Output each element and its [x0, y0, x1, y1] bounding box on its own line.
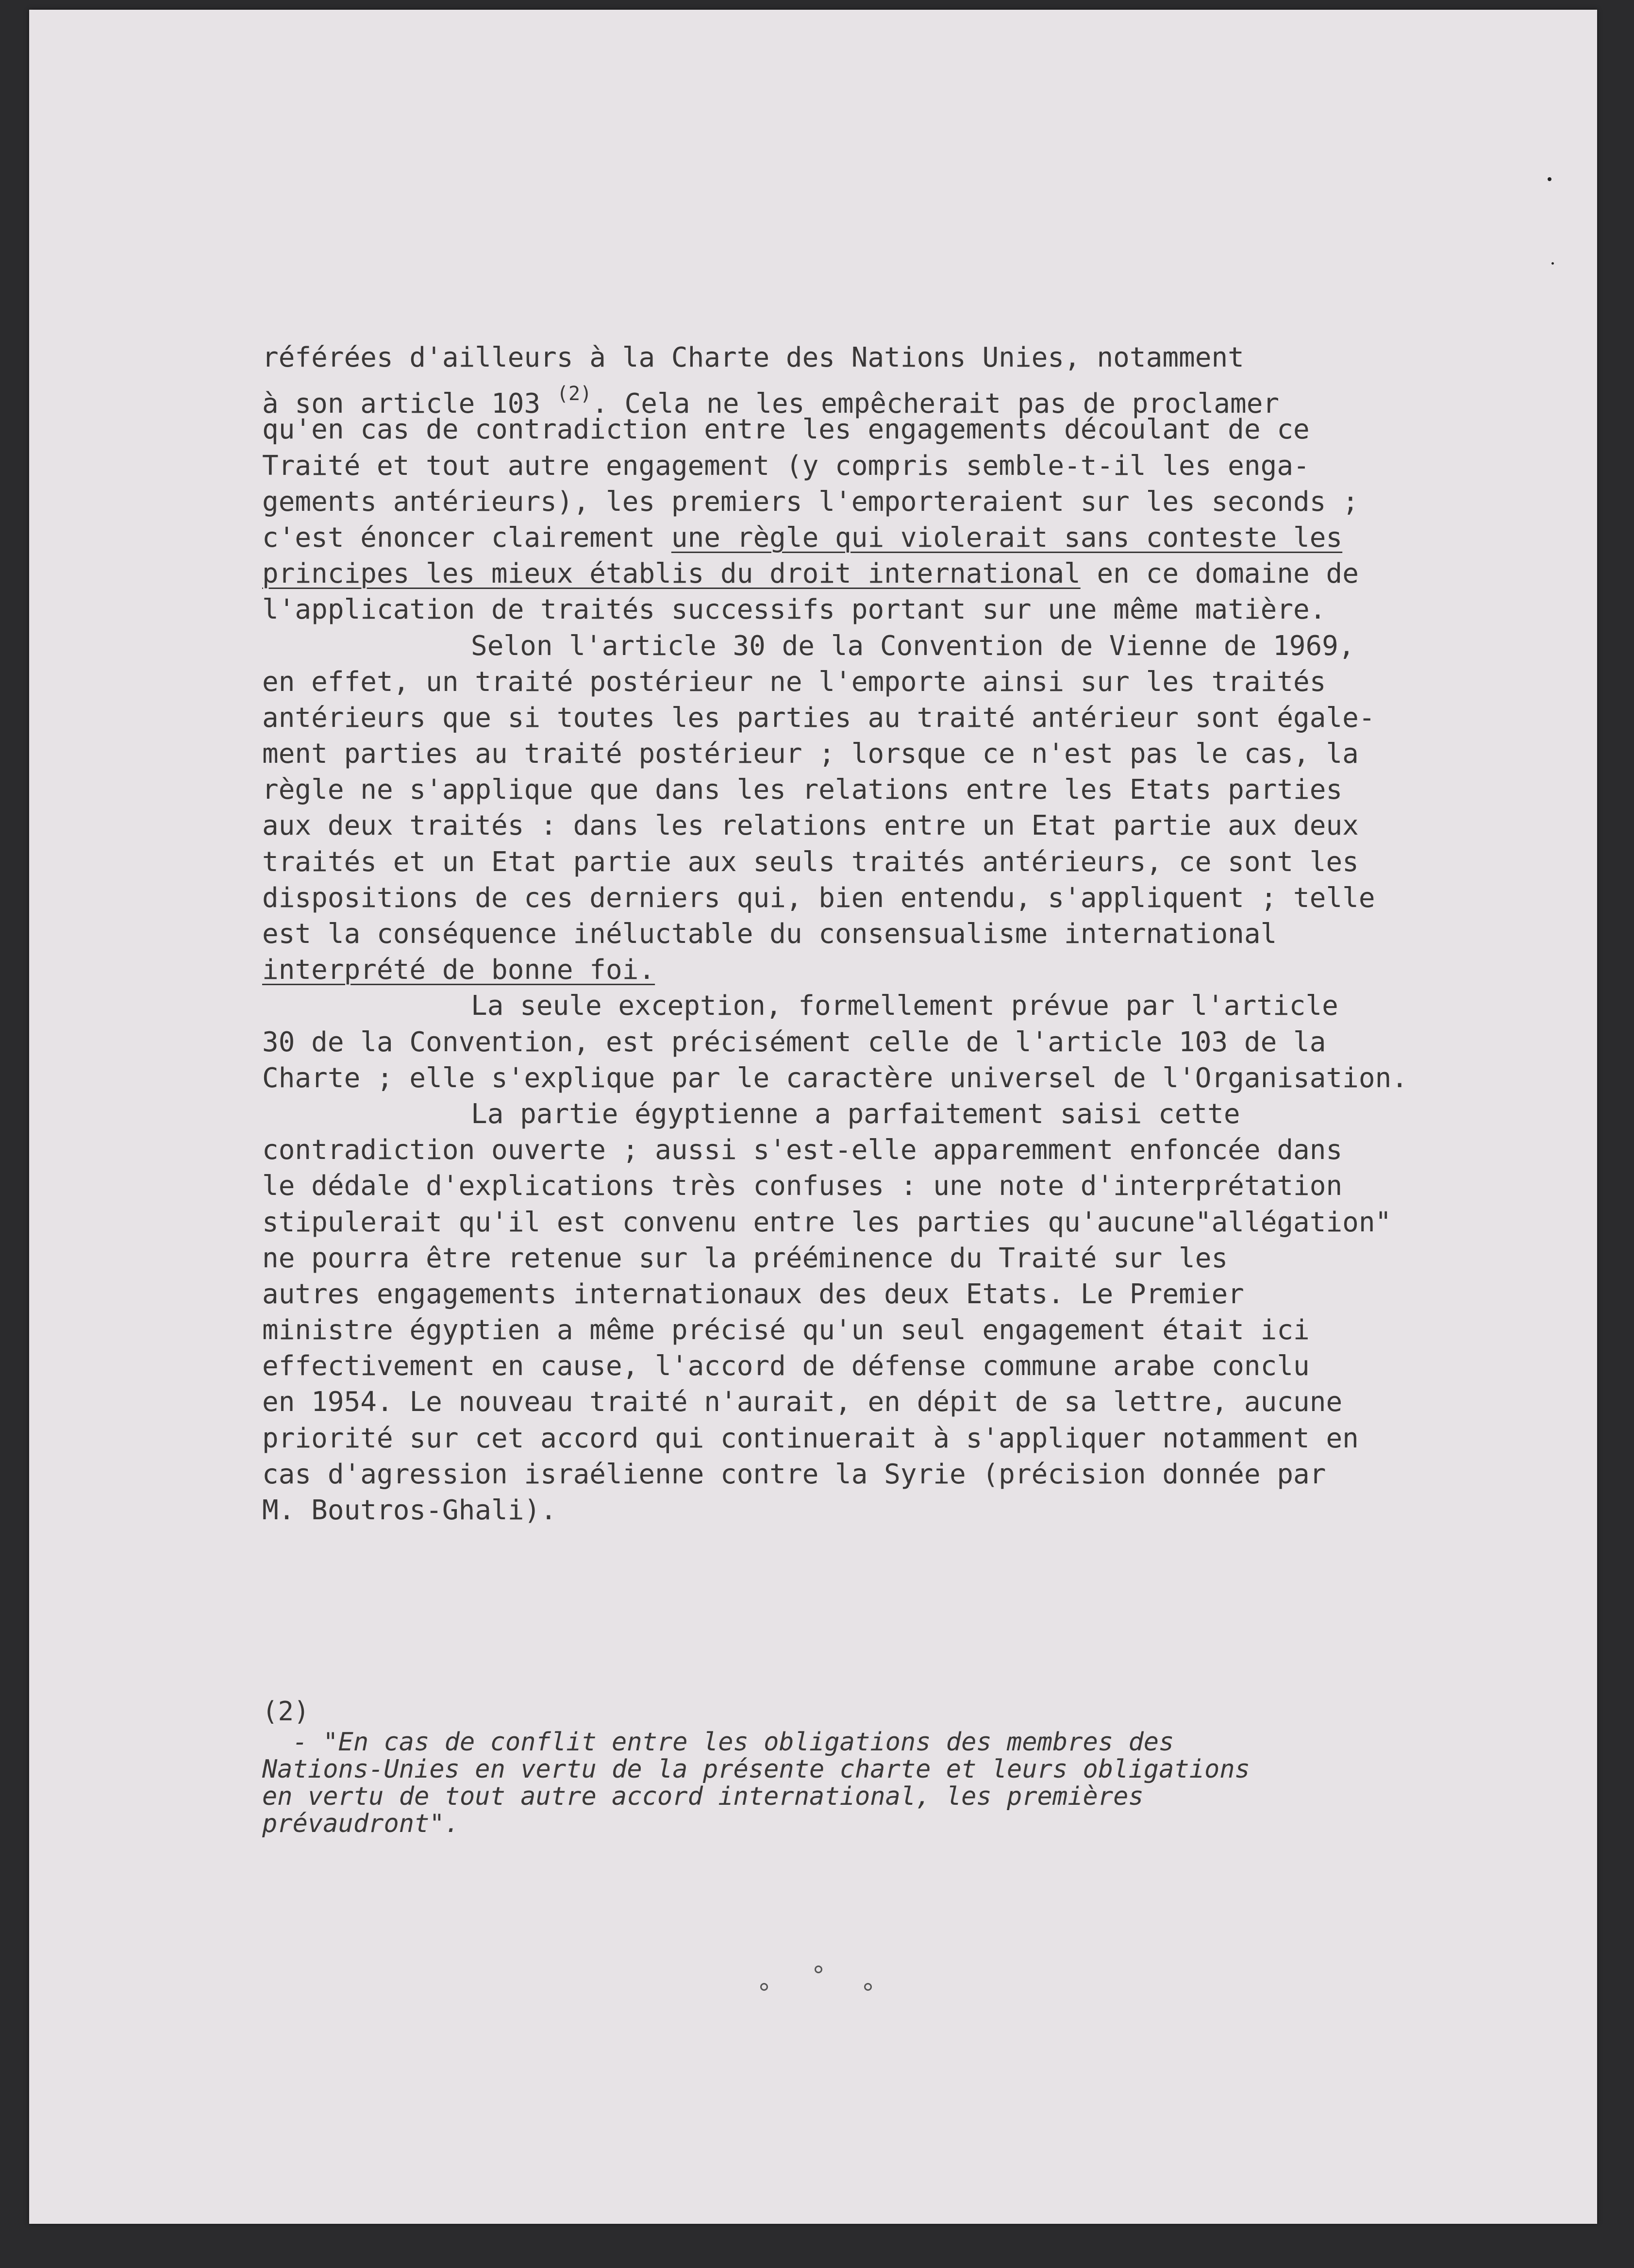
text-line: règle ne s'applique que dans les relations entre les Etats parties: [262, 774, 1343, 806]
text-line: La partie égyptienne a parfaitement saisi cette: [471, 1098, 1240, 1130]
text-line: antérieurs que si toutes les parties au traité antérieur sont égale-: [262, 702, 1375, 734]
footnote-line: Nations-Unies en vertu de la présente charte et leurs obligations: [262, 1755, 1250, 1784]
footnote-line: - "En cas de conflit entre les obligations des membres des: [262, 1728, 1174, 1757]
text-line: l'application de traités successifs portant sur une même matière.: [262, 594, 1326, 626]
text-line: gements antérieurs), les premiers l'emporteraient sur les seconds ;: [262, 486, 1359, 518]
underlined-phrase: interprété de bonne foi.: [262, 954, 655, 986]
end-mark-icon: [864, 1983, 872, 1991]
text-line: contradiction ouverte ; aussi s'est-elle apparemment enfoncée dans: [262, 1134, 1343, 1166]
ink-speck: [1551, 262, 1554, 265]
text-line: priorité sur cet accord qui continuerait à s'appliquer notamment en: [262, 1422, 1359, 1454]
text-line: qu'en cas de contradiction entre les engagements découlant de ce: [262, 414, 1310, 446]
footnote-marker: (2): [262, 1696, 310, 1727]
text-line: en effet, un traité postérieur ne l'emporte ainsi sur les traités: [262, 666, 1326, 698]
underlined-phrase: une règle qui violerait sans conteste les: [671, 521, 1343, 554]
text-line: ne pourra être retenue sur la prééminence du Traité sur les: [262, 1242, 1228, 1274]
text-line: à son article 103 $^{(2)}$. Cela ne les empêcherait pas de proclamer: [262, 383, 1280, 420]
text-line: La seule exception, formellement prévue par l'article: [471, 990, 1338, 1022]
text-line: traités et un Etat partie aux seuls traités antérieurs, ce sont les: [262, 846, 1359, 878]
text-line: Traité et tout autre engagement (y compris semble-t-il les enga-: [262, 450, 1310, 482]
end-mark-icon: [760, 1983, 768, 1991]
document-page: [29, 10, 1597, 2224]
body-text: [262, 340, 1427, 1529]
text-line: autres engagements internationaux des deux Etats. Le Premier: [262, 1278, 1244, 1310]
text-line: en 1954. Le nouveau traité n'aurait, en dépit de sa lettre, aucune: [262, 1386, 1343, 1418]
text-line: M. Boutros-Ghali).: [262, 1495, 557, 1526]
text-line: ministre égyptien a même précisé qu'un seul engagement était ici: [262, 1314, 1310, 1346]
text-line: c'est énoncer clairement une règle qui violerait sans conteste les: [262, 521, 1343, 554]
text-line: dispositions de ces derniers qui, bien entendu, s'appliquent ; telle: [262, 882, 1375, 914]
text-line: est la conséquence inéluctable du consensualisme international: [262, 918, 1277, 950]
footnote-line: en vertu de tout autre accord international, les premières: [262, 1782, 1144, 1811]
footnote-reference: (2): [556, 383, 592, 405]
text-line: principes les mieux établis du droit international en ce domaine de: [262, 558, 1359, 590]
text-line: effectivement en cause, l'accord de défense commune arabe conclu: [262, 1350, 1310, 1382]
text-line: référées d'ailleurs à la Charte des Nations Unies, notamment: [262, 342, 1244, 373]
footnote-line: prévaudront".: [262, 1809, 460, 1838]
text-line: stipulerait qu'il est convenu entre les parties qu'aucune"allégation": [262, 1206, 1392, 1238]
text-line: cas d'agression israélienne contre la Syrie (précision donnée par: [262, 1458, 1326, 1490]
end-mark-icon: [815, 1966, 822, 1973]
footnote: [262, 1695, 1427, 1837]
text-line: aux deux traités : dans les relations entre un Etat partie aux deux: [262, 810, 1359, 842]
text-line: Charte ; elle s'explique par le caractère universel de l'Organisation.: [262, 1062, 1408, 1094]
underlined-phrase: principes les mieux établis du droit international: [262, 558, 1081, 590]
text-line: Selon l'article 30 de la Convention de Vienne de 1969,: [471, 630, 1355, 662]
text-line: le dédale d'explications très confuses : une note d'interprétation: [262, 1170, 1343, 1202]
text-line: ment parties au traité postérieur ; lorsque ce n'est pas le cas, la: [262, 738, 1359, 770]
ink-speck: [1548, 177, 1551, 181]
text-line: [262, 952, 1427, 988]
text-line: 30 de la Convention, est précisément celle de l'article 103 de la: [262, 1026, 1326, 1058]
